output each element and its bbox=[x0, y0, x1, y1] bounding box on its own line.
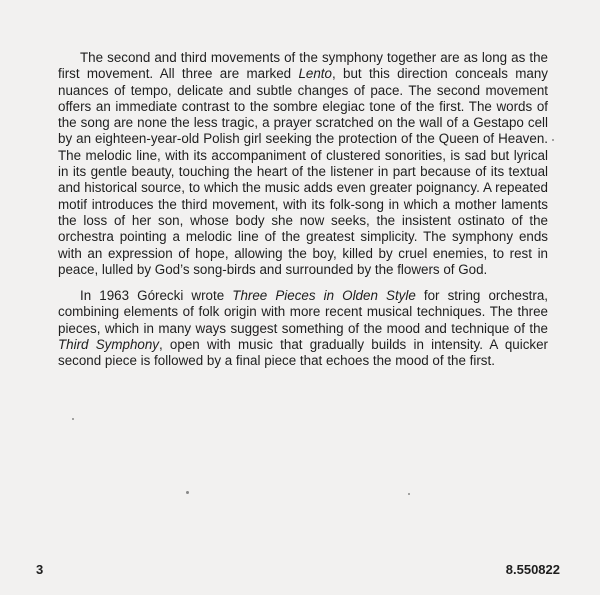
paragraph-2-segment: for string orchestra, combining elements of folk origin with more recent musical techniques. The three pieces, which in many ways suggest something of the mood and technique of the bbox=[58, 288, 549, 336]
page-number: 3 bbox=[36, 562, 44, 577]
paragraph-three-pieces bbox=[58, 288, 548, 369]
paper-speck bbox=[72, 418, 74, 420]
paper-speck bbox=[408, 493, 410, 495]
paragraph-2-segment-italic: Third Symphony bbox=[58, 337, 159, 353]
paragraph-2-segment: , open with music that gradually builds in intensity. A quicker second piece is followed by a final piece that echoes the mood of the first. bbox=[58, 337, 549, 369]
paper-speck bbox=[552, 139, 554, 141]
paragraph-1-segment: The second and third movements of the symphony together are as long as the first movement. All three are marked bbox=[58, 50, 548, 82]
paragraph-1-segment: , but this direction conceals many nuances of tempo, delicate and subtle changes of pace. The second movement offers an immediate contrast to the sombre elegiac tone of the first. The words of the song are none the less tragic, a prayer scratched on the wall of a Gestapo cell by an eighteen-year-old Polish girl seeking the protection of the Queen of Heaven. The melodic line, with its accompaniment of clustered sonorities, is sad but lyrical in its gentle beauty, touching the heart of the listener in part because of its textual and historical source, to which the music adds even greater poignancy. A repeated motif introduces the third movement, with its folk-song in which a mother laments the loss of her son, whose body she now seeks, the insistent ostinato of the orchestra pointing a melodic line of the greatest simplicity. The symphony ends with an expression of hope, allowing the boy, killed by cruel enemies, to rest in peace, lulled by God’s song-birds and surrounded by the flowers of God. bbox=[58, 66, 548, 277]
catalog-number: 8.550822 bbox=[505, 562, 560, 577]
body-text bbox=[58, 50, 548, 370]
paragraph-1-segment-italic: Lento bbox=[298, 66, 332, 82]
paragraph-movements bbox=[58, 50, 548, 278]
paper-speck bbox=[186, 491, 189, 494]
paragraph-2-segment: In 1963 Górecki wrote bbox=[80, 288, 233, 304]
paragraph-2-segment-italic: Three Pieces in Olden Style bbox=[232, 288, 416, 304]
